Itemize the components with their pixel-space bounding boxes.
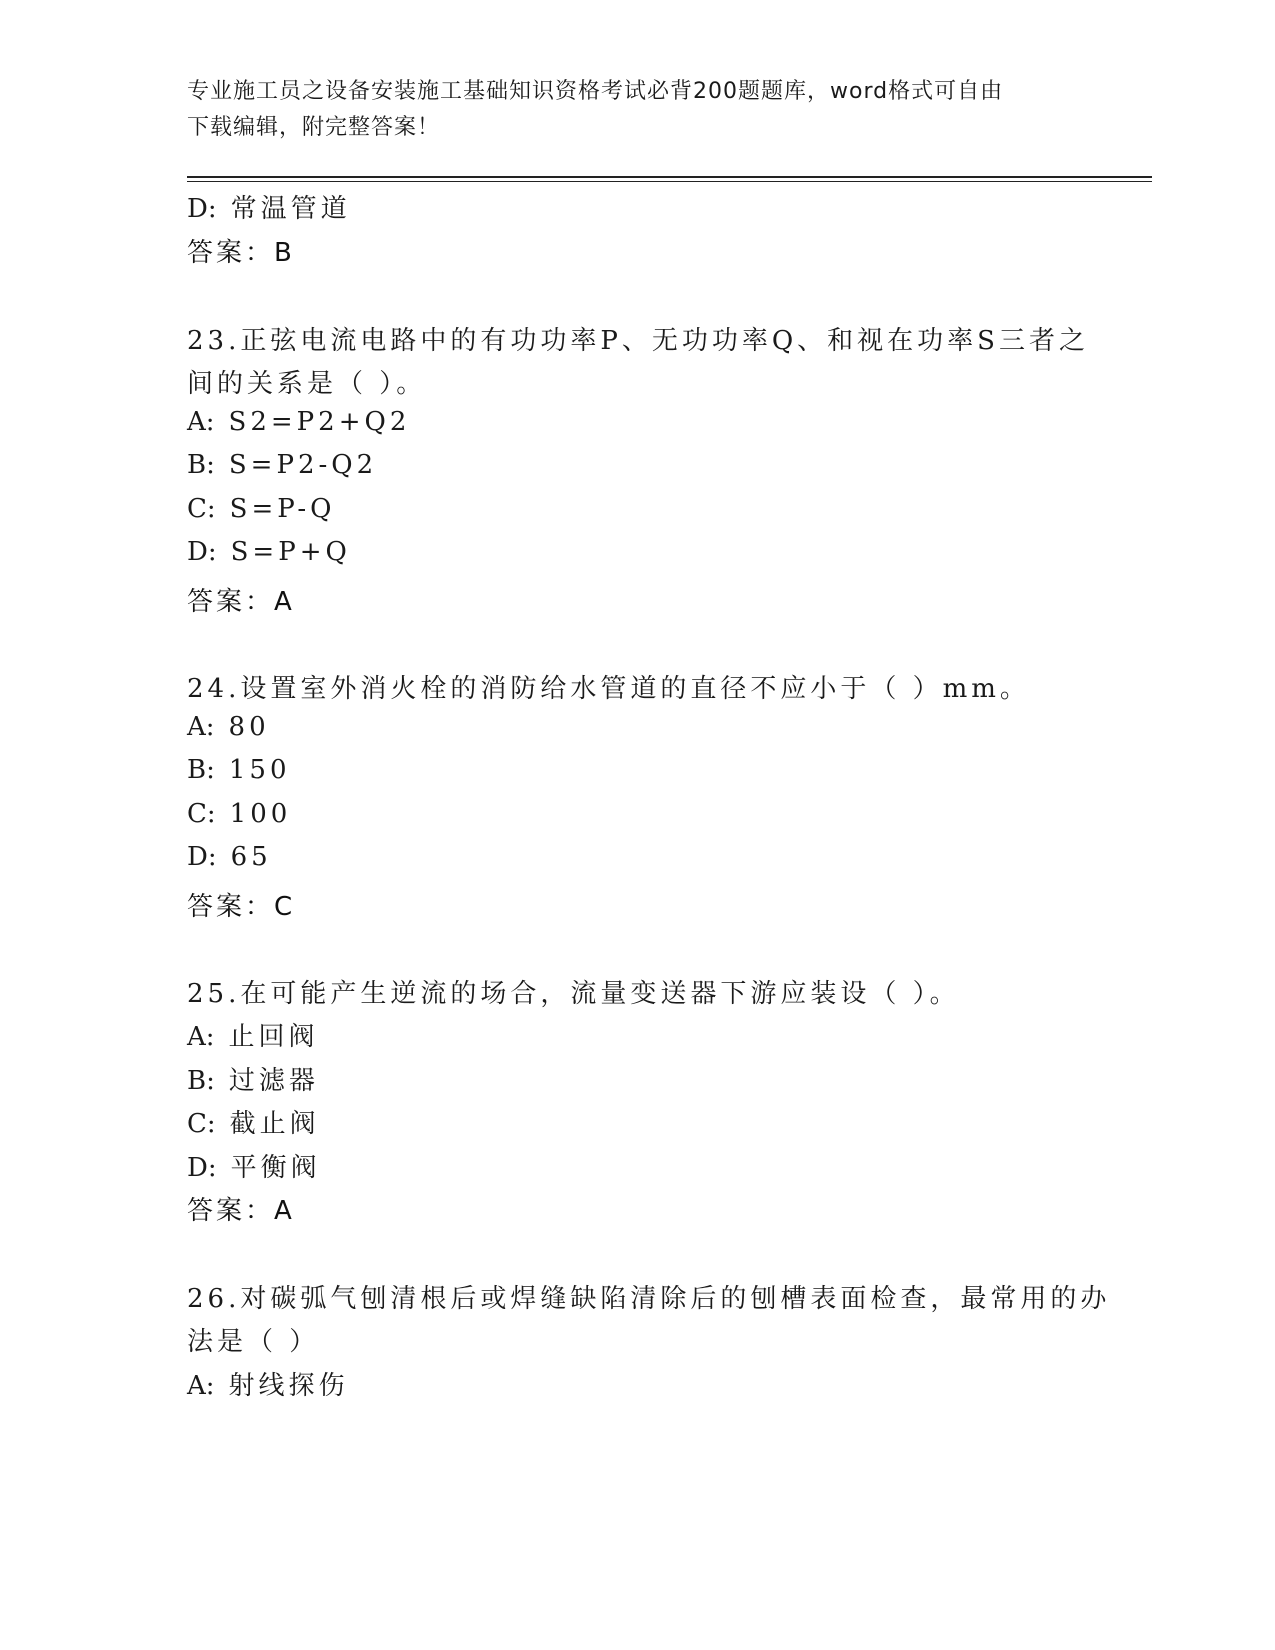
option-text: S2=P2+Q2 [228, 407, 411, 437]
option-text: 100 [229, 799, 292, 829]
q26-option-a [187, 1365, 349, 1402]
q23-answer: 答案：A [187, 587, 295, 617]
option-label: C: [187, 494, 216, 524]
option-text: 射线探伤 [228, 1371, 349, 1401]
option-label: C: [187, 1109, 216, 1139]
q26-stem-line-2: 法是（ ） [187, 1327, 320, 1357]
option-label: D: [187, 194, 217, 224]
option-label: C: [187, 799, 216, 829]
option-label: D: [187, 842, 217, 872]
option-text: S=P2-Q2 [228, 450, 378, 480]
option-label: B: [187, 1066, 215, 1096]
prev-answer: 答案：B [187, 238, 295, 268]
q23-option-c [187, 494, 335, 524]
q25-option-b [187, 1060, 319, 1097]
option-text: 80 [228, 712, 270, 742]
q23-option-a [187, 407, 410, 437]
option-label: B: [187, 450, 215, 480]
q25-option-c [187, 1103, 320, 1140]
header-line-1: 专业施工员之设备安装施工基础知识资格考试必背200题题库，word格式可自由 [187, 79, 1004, 104]
q24-option-b [187, 755, 291, 785]
option-text: S=P-Q [229, 494, 336, 524]
q25-stem-line-1: 25.在可能产生逆流的场合，流量变送器下游应装设（ ）。 [187, 979, 960, 1009]
option-label: D: [187, 1153, 217, 1183]
prev-option-d [187, 188, 351, 225]
option-text: S=P+Q [230, 537, 351, 567]
option-label: D: [187, 537, 217, 567]
header-line-2: 下载编辑，附完整答案！ [187, 115, 441, 140]
option-label: A: [187, 407, 215, 437]
option-label: B: [187, 755, 215, 785]
option-text: 150 [228, 755, 291, 785]
document-header [187, 74, 1077, 146]
q23-stem-line-1: 23.正弦电流电路中的有功功率P、无功功率Q、和视在功率S三者之 [187, 326, 1089, 356]
q24-option-c [187, 799, 291, 829]
option-text: 截止阀 [229, 1109, 320, 1139]
q24-answer: 答案：C [187, 892, 296, 922]
option-text: 平衡阀 [230, 1153, 321, 1183]
q23-stem-line-2: 间的关系是（ ）。 [187, 369, 427, 399]
option-text: 65 [230, 842, 272, 872]
q23-option-d [187, 537, 351, 567]
option-label: A: [187, 1022, 215, 1052]
option-text: 常温管道 [230, 194, 351, 224]
option-text: 止回阀 [228, 1022, 319, 1052]
header-divider-thin [187, 181, 1152, 182]
q24-option-a [187, 712, 270, 742]
q24-option-d [187, 842, 272, 872]
option-text: 过滤器 [228, 1066, 319, 1096]
q26-stem-line-1: 26.对碳弧气刨清根后或焊缝缺陷清除后的刨槽表面检查，最常用的办 [187, 1284, 1111, 1314]
q25-option-d [187, 1147, 321, 1184]
option-label: A: [187, 1371, 215, 1401]
header-divider-thick [187, 176, 1152, 178]
q25-option-a [187, 1016, 319, 1053]
q25-answer: 答案：A [187, 1196, 295, 1226]
option-label: A: [187, 712, 215, 742]
q24-stem-line-1: 24.设置室外消火栓的消防给水管道的直径不应小于（ ）mm。 [187, 674, 1030, 704]
q23-option-b [187, 450, 377, 480]
